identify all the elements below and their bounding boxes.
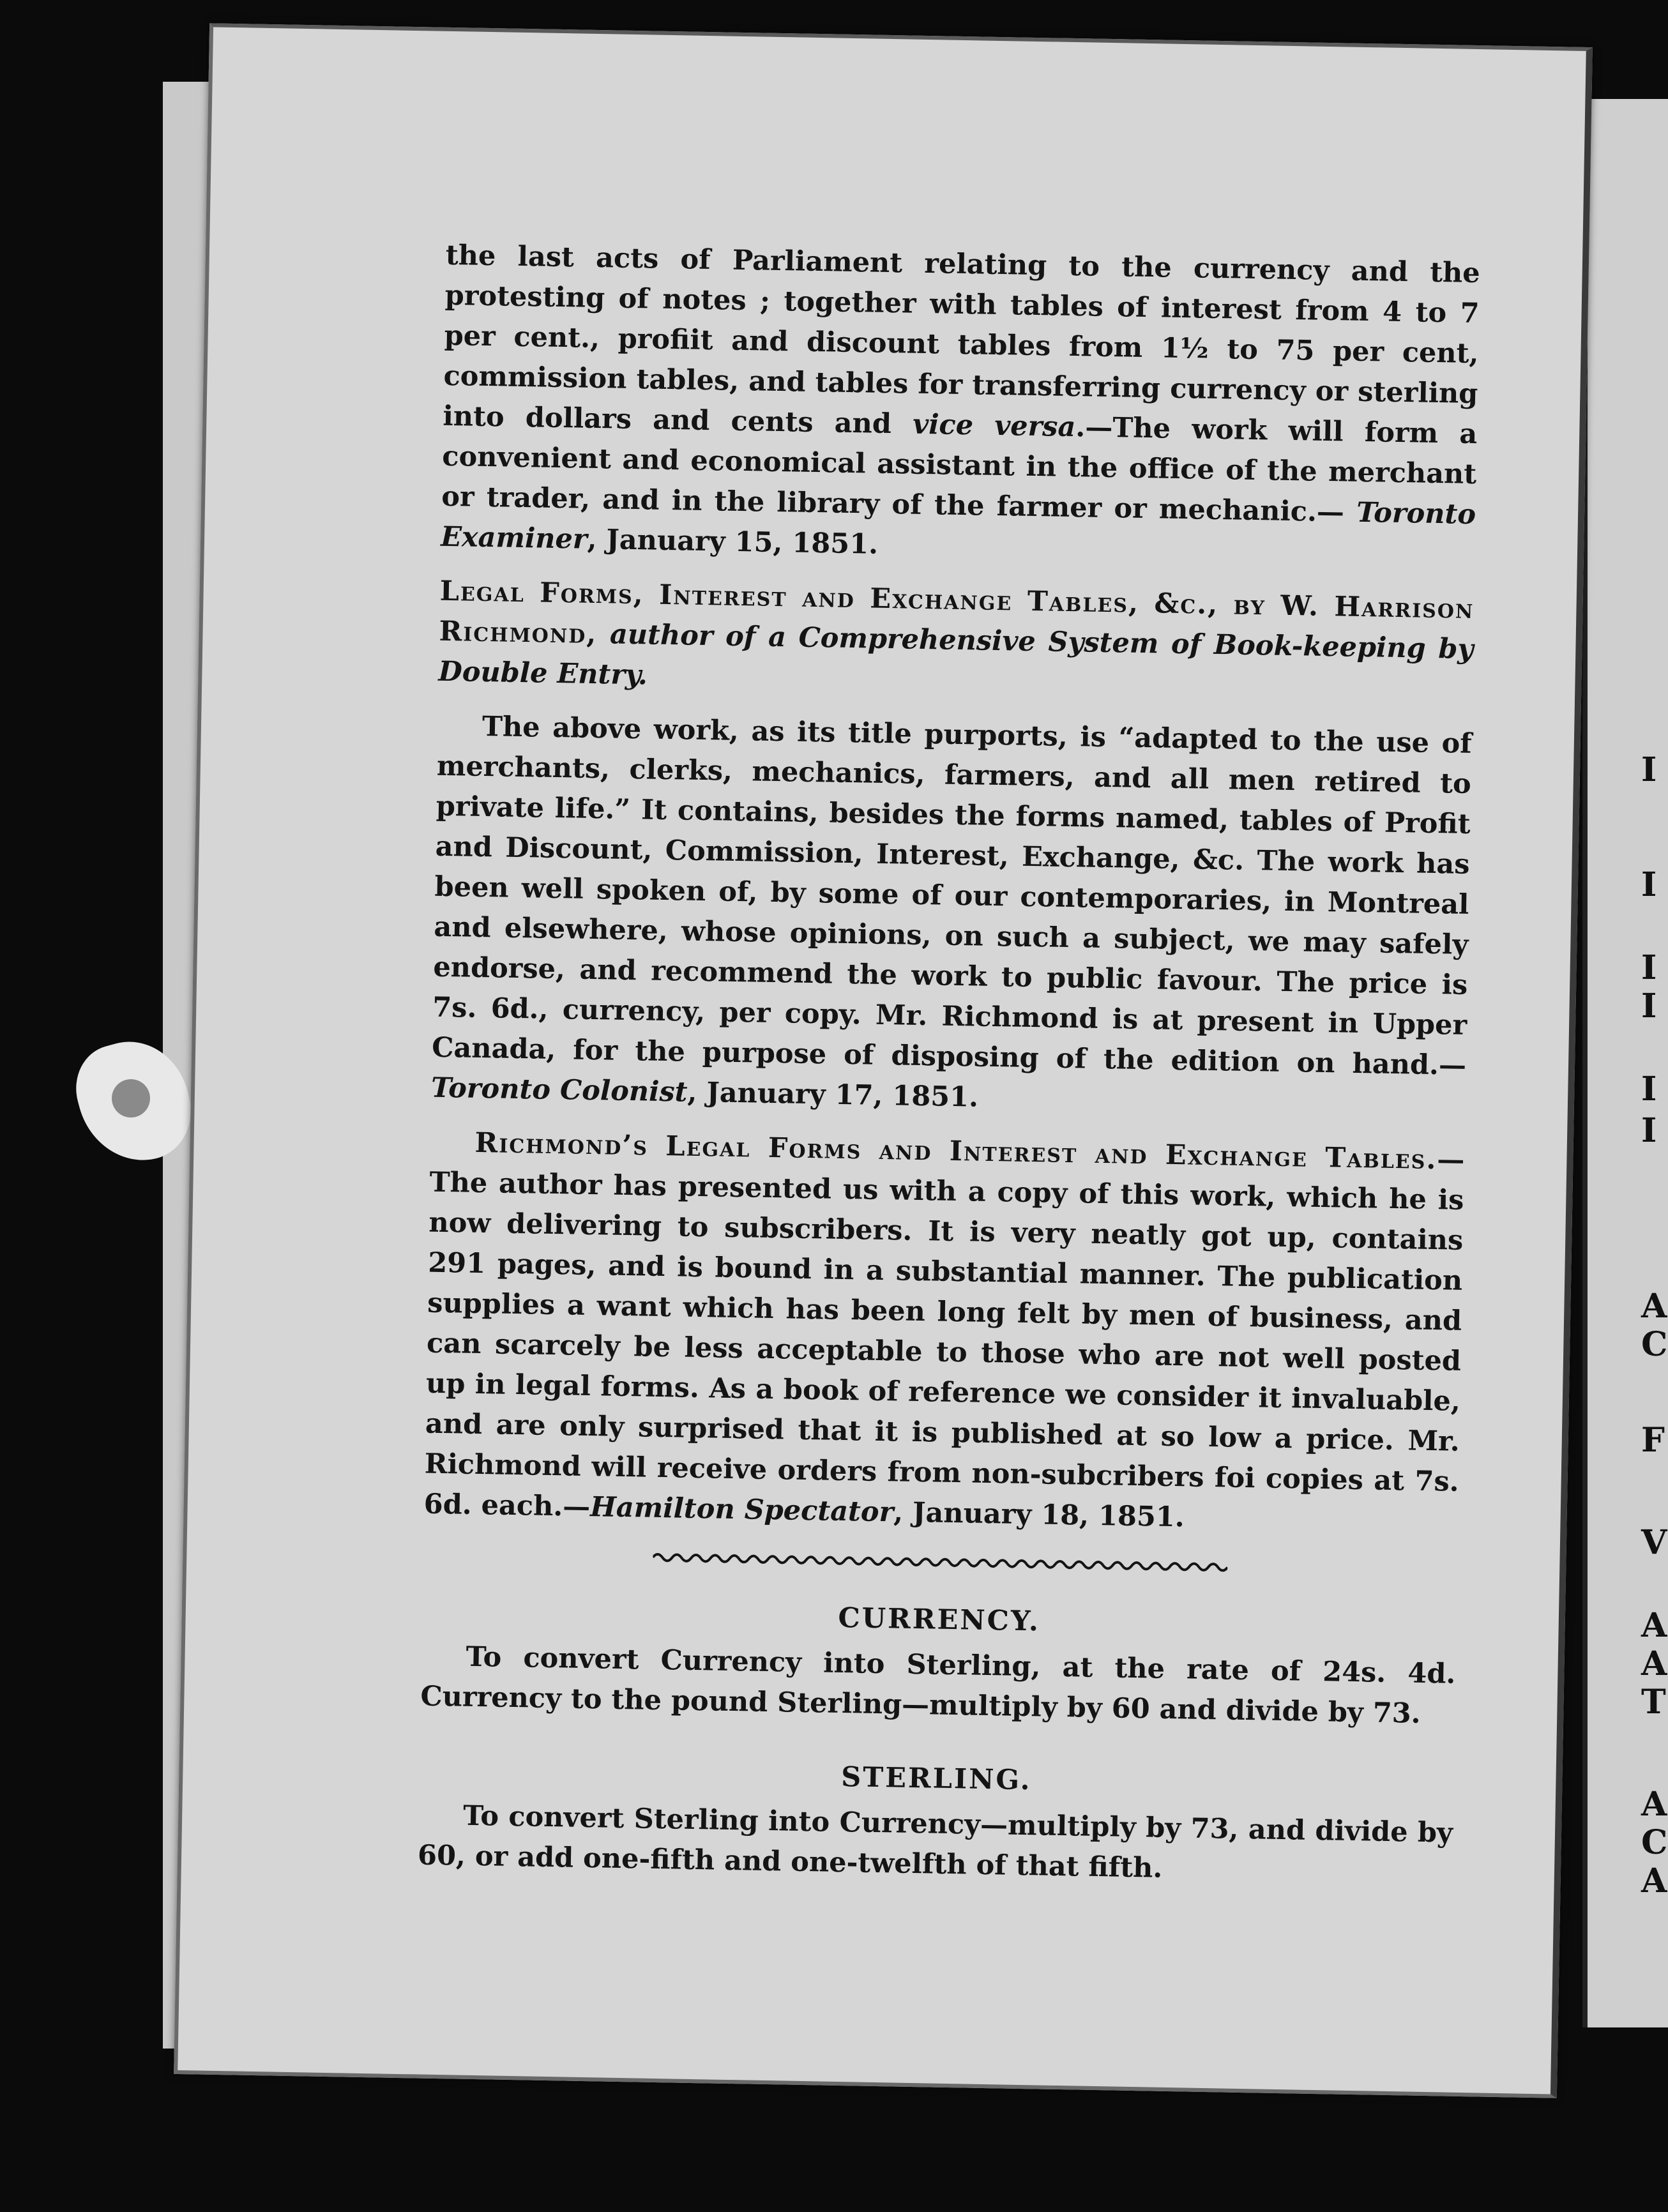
examiner-date: , January 15, 1851. bbox=[587, 523, 879, 561]
right-page-letter: T bbox=[1641, 1683, 1666, 1722]
right-page-letter: A bbox=[1641, 1644, 1667, 1683]
right-page-letter: C bbox=[1641, 1823, 1668, 1862]
right-page-letter: I bbox=[1641, 948, 1657, 987]
right-page-letter: A bbox=[1641, 1785, 1667, 1824]
right-page-letter: I bbox=[1641, 1070, 1657, 1109]
right-page-letter: I bbox=[1641, 987, 1657, 1026]
notice-subtitle: author of a Comprehensive System of Book-keeping by Double Entry. bbox=[438, 618, 1474, 692]
examiner-text-end: .—The work will form a convenient and economical assistant in the office of the merchant or trader, and in the library of the farmer or mechanic.— bbox=[441, 411, 1478, 529]
wavy-rule bbox=[653, 1550, 1227, 1575]
right-page-letter: A bbox=[1641, 1861, 1667, 1900]
notice-title-paragraph bbox=[438, 572, 1475, 710]
right-page-letter: A bbox=[1641, 1287, 1667, 1326]
colonist-source: Toronto Colonist bbox=[430, 1072, 688, 1109]
colonist-paragraph bbox=[431, 706, 1473, 1126]
right-page-letter: A bbox=[1641, 1606, 1667, 1645]
examiner-italic-term: vice versa bbox=[912, 408, 1076, 444]
spectator-text: —The author has presented us with a copy of this work, which he is now delivering to subscribers. It is very neatly got up, contains 291 pages, and is bound in a substantial manner. The publication supplies a want which has been long felt by men of business, and can scarcely be less acceptable to those who are not well posted up in legal forms. As a book of reference we consider it invaluable, and are only surprised that it is published at so low a price. Mr. Richmond will receive orders from non-subcribers foi copies at 7s. 6d. each.— bbox=[423, 1144, 1465, 1524]
notice-title: Legal Forms, Interest and Exchange Tables, &c., by W. Harrison Richmond, bbox=[439, 575, 1475, 651]
right-page-letter: V bbox=[1641, 1523, 1667, 1562]
colonist-text: The above work, as its title purports, is “adapted to the use of merchants, clerks, mechanics, farmers, and all men retired to private life.” It contains, besides the forms named, tables of Profit and Discount, Commission, Interest, Exchange, &c. The work has been well spoken of, by some of our contemporaries, in Montreal and elsewhere, whose opinions, on such a subject, we may safely endorse, and recommend the work to public favour. The price is 7s. 6d., currency, per copy. Mr. Richmond is at present in Upper Canada, for the purpose of disposing of the edition on hand.— bbox=[431, 710, 1473, 1082]
torn-paper-shadow bbox=[112, 1079, 150, 1117]
currency-paragraph: To convert Currency into Sterling, at the rate of 24s. 4d. Currency to the pound Sterling—multiply by 60 and divide by 73. bbox=[420, 1640, 1456, 1730]
page-text-column bbox=[418, 236, 1481, 1894]
right-page-letter: F bbox=[1641, 1421, 1665, 1460]
sterling-heading: STERLING. bbox=[840, 1761, 1032, 1797]
examiner-paragraph bbox=[441, 236, 1481, 575]
right-page-letter: I bbox=[1641, 865, 1657, 904]
spectator-date: , January 18, 1851. bbox=[893, 1496, 1185, 1534]
spectator-lead: Richmond’s Legal Forms and Interest and Exchange Tables. bbox=[474, 1126, 1437, 1176]
spectator-paragraph bbox=[423, 1123, 1465, 1543]
colonist-date: , January 17, 1851. bbox=[687, 1076, 979, 1114]
examiner-source: Toronto Examiner bbox=[440, 496, 1476, 556]
right-page-letter: I bbox=[1641, 750, 1657, 789]
spectator-source: Hamilton Spectator bbox=[589, 1491, 894, 1529]
right-page-letter: I bbox=[1641, 1111, 1657, 1150]
sterling-paragraph: To convert Sterling into Currency—multiply by 73, and divide by 60, or add one-fifth and one-twelfth of that fifth. bbox=[417, 1799, 1453, 1884]
examiner-text: the last acts of Parliament relating to the currency and the protesting of notes ; together with tables of interest from 4 to 7 per cent., profiit and discount tables from 1½ to 75 per cent, commission tables, and tables for transferring currency or sterling into dollars and cents and bbox=[443, 239, 1481, 441]
document-page bbox=[174, 23, 1593, 2098]
facing-page-right bbox=[1582, 99, 1668, 2027]
right-page-letter: C bbox=[1641, 1325, 1668, 1364]
currency-heading: CURRENCY. bbox=[838, 1602, 1041, 1638]
